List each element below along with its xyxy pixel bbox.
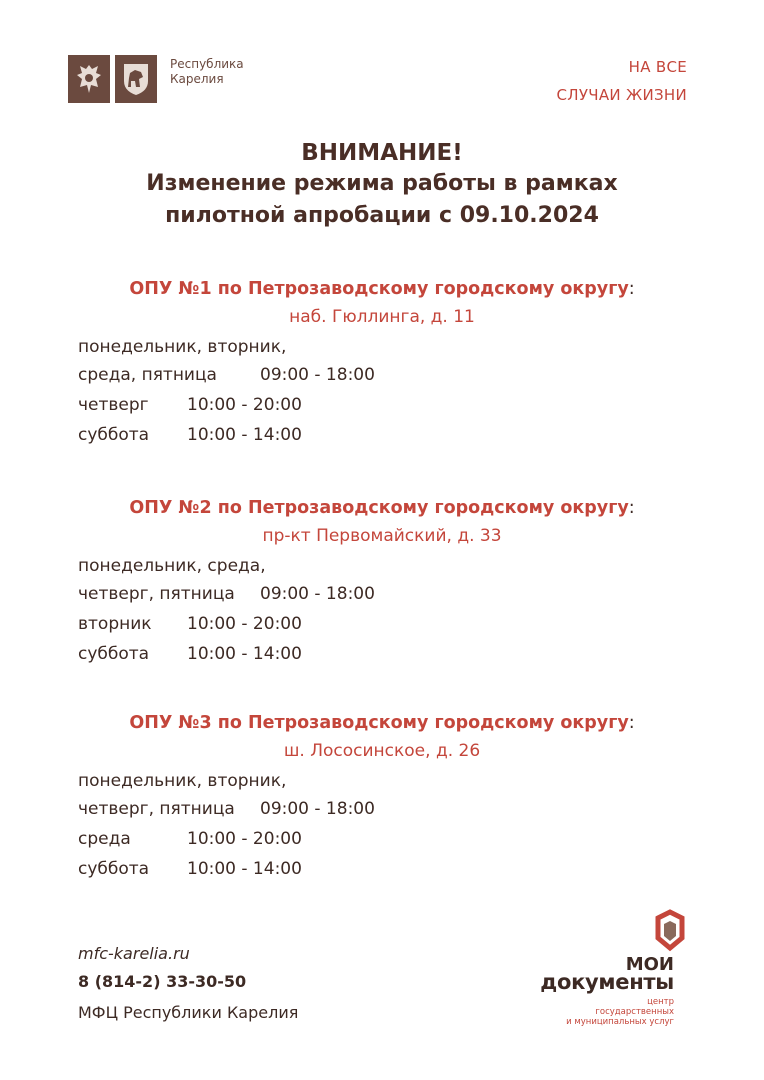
schedule-days-line1: понедельник, вторник, xyxy=(78,771,287,791)
schedule-row xyxy=(78,824,764,854)
schedule-days-line1: понедельник, вторник, xyxy=(78,337,287,357)
office-address: ш. Лососинское, д. 26 xyxy=(283,741,481,761)
brand-line1: МОИ xyxy=(625,954,674,975)
schedule-days-line1: понедельник, среда, xyxy=(78,556,266,576)
schedule xyxy=(78,553,764,669)
office-name-colon: : xyxy=(628,279,635,299)
brand-line2: документы xyxy=(540,970,674,994)
title-block xyxy=(0,138,764,232)
header xyxy=(68,55,244,103)
schedule-hours: 10:00 - 14:00 xyxy=(187,425,302,445)
schedule-hours: 09:00 - 18:00 xyxy=(260,799,375,819)
schedule-row xyxy=(78,854,764,884)
brand-tag3: и муниципальных услуг xyxy=(566,1017,674,1027)
office-name-text: ОПУ №1 по Петрозаводскому городскому округу xyxy=(129,279,629,299)
office-name-colon: : xyxy=(628,713,635,733)
organization-name: МФЦ Республики Карелия xyxy=(78,1003,299,1022)
schedule-row xyxy=(78,360,764,390)
schedule-day: четверг xyxy=(78,395,149,415)
website-link[interactable]: mfc-karelia.ru xyxy=(78,944,190,963)
moi-dokumenty-logo xyxy=(530,908,690,1028)
office-3 xyxy=(0,710,764,884)
schedule-row xyxy=(78,579,764,609)
motto xyxy=(556,53,687,109)
russia-coat-of-arms-icon xyxy=(68,55,110,103)
region-name xyxy=(170,55,244,87)
schedule-hours: 10:00 - 20:00 xyxy=(187,829,302,849)
footer-contacts xyxy=(78,940,298,1030)
moi-dokumenty-icon xyxy=(650,908,690,956)
schedule-row xyxy=(78,794,764,824)
schedule-hours: 10:00 - 14:00 xyxy=(187,644,302,664)
schedule-day: вторник xyxy=(78,614,152,634)
schedule-days-line2: среда, пятница xyxy=(78,365,217,385)
office-address: наб. Гюллинга, д. 11 xyxy=(289,307,475,327)
schedule xyxy=(78,334,764,450)
office-name xyxy=(0,276,764,302)
office-1 xyxy=(0,276,764,450)
schedule-day: суббота xyxy=(78,859,150,879)
office-name-text: ОПУ №3 по Петрозаводскому городскому округу xyxy=(129,713,629,733)
schedule-row xyxy=(78,609,764,639)
office-2 xyxy=(0,495,764,669)
schedule-day: суббота xyxy=(78,644,150,664)
schedule-row xyxy=(78,420,764,450)
motto-line2: СЛУЧАИ ЖИЗНИ xyxy=(556,86,687,104)
schedule-hours: 10:00 - 14:00 xyxy=(187,859,302,879)
subtitle-line2: пилотной апробации с 09.10.2024 xyxy=(165,203,599,228)
schedule-day: суббота xyxy=(78,425,150,445)
schedule-hours: 10:00 - 20:00 xyxy=(187,395,302,415)
schedule-row xyxy=(78,390,764,420)
office-name-text: ОПУ №2 по Петрозаводскому городскому округу xyxy=(129,498,629,518)
schedule-day: среда xyxy=(78,829,131,849)
attention-heading: ВНИМАНИЕ! xyxy=(301,140,463,166)
schedule-hours: 09:00 - 18:00 xyxy=(260,365,375,385)
schedule-hours: 09:00 - 18:00 xyxy=(260,584,375,604)
office-name xyxy=(0,710,764,736)
phone-number: 8 (814-2) 33-30-50 xyxy=(78,972,247,991)
motto-line1: НА ВСЕ xyxy=(628,58,687,76)
schedule-hours: 10:00 - 20:00 xyxy=(187,614,302,634)
schedule-days-line2: четверг, пятница xyxy=(78,584,235,604)
karelia-coat-of-arms-icon xyxy=(115,55,157,103)
schedule xyxy=(78,768,764,884)
subtitle-line1: Изменение режима работы в рамках xyxy=(146,171,618,196)
schedule-row xyxy=(78,639,764,669)
region-line2: Карелия xyxy=(170,72,224,86)
region-line1: Республика xyxy=(170,57,244,71)
office-name-colon: : xyxy=(628,498,635,518)
brand-tag1: центр xyxy=(647,997,674,1007)
office-name xyxy=(0,495,764,521)
brand-tagline xyxy=(566,997,674,1027)
schedule-days-line2: четверг, пятница xyxy=(78,799,235,819)
brand-tag2: государственных xyxy=(595,1007,674,1017)
office-address: пр-кт Первомайский, д. 33 xyxy=(262,526,502,546)
